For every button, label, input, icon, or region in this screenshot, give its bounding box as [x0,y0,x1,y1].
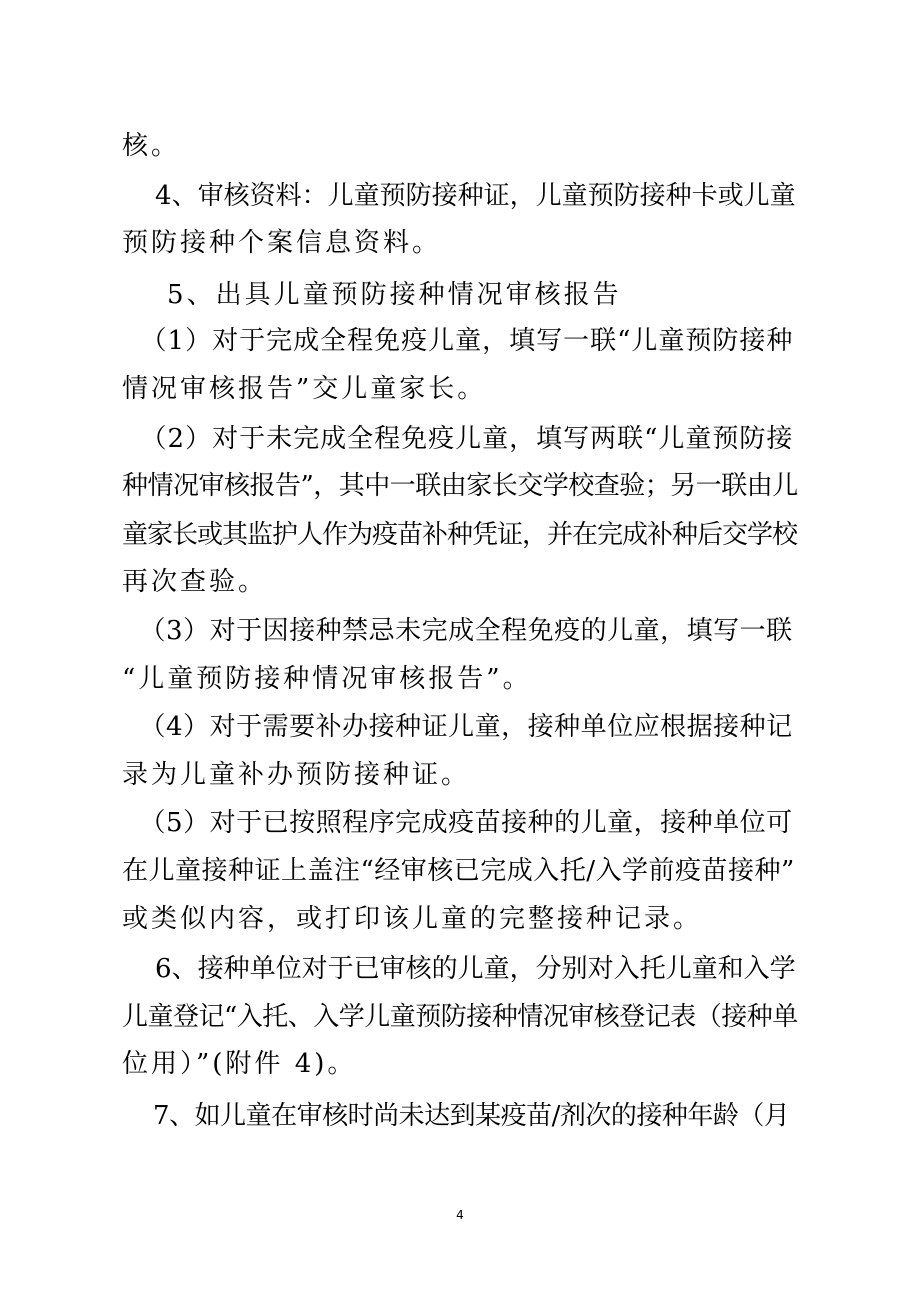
text-line: （3）对于因接种禁忌未完成全程免疫的儿童，填写一联 [122,616,793,646]
text-line: 核。 [122,131,181,161]
text-line: 儿童登记“入托、入学儿童预防接种情况审核登记表（接种单 [122,1002,798,1032]
text-line: 4、审核资料：儿童预防接种证，儿童预防接种卡或儿童 [122,181,796,211]
text-line: 童家长或其监护人作为疫苗补种凭证，并在完成补种后交学校 [122,520,798,550]
text-line: 再次查验。 [122,567,268,597]
text-line: 预防接种个案信息资料。 [122,228,442,258]
text-line: （4）对于需要补办接种证儿童，接种单位应根据接种记 [122,712,793,742]
page-number: 4 [456,1208,464,1222]
text-line: 情况审核报告”交儿童家长。 [122,374,487,404]
text-line: （1）对于完成全程免疫儿童，填写一联“儿童预防接种 [122,326,794,356]
text-line: 位用）”(附件 4)。 [122,1049,357,1079]
text-line: 或类似内容，或打印该儿童的完整接种记录。 [122,904,703,934]
text-line: 6、接种单位对于已审核的儿童，分别对入托儿童和入学 [122,954,796,984]
text-line: （2）对于未完成全程免疫儿童，填写两联“儿童预防接 [122,424,794,454]
text-line: 录为儿童补办预防接种证。 [122,760,471,790]
text-line: 种情况审核报告”，其中一联由家长交学校查验；另一联由儿 [122,471,798,501]
text-line: （5）对于已按照程序完成疫苗接种的儿童，接种单位可 [122,808,793,838]
text-line: “儿童预防接种情况审核报告”。 [122,664,532,694]
text-line: 5、出具儿童预防接种情况审核报告 [122,280,622,310]
text-line: 7、如儿童在审核时尚未达到某疫苗/剂次的接种年龄（月 [122,1101,790,1131]
text-line: 在儿童接种证上盖注“经审核已完成入托/入学前疫苗接种” [122,856,795,886]
